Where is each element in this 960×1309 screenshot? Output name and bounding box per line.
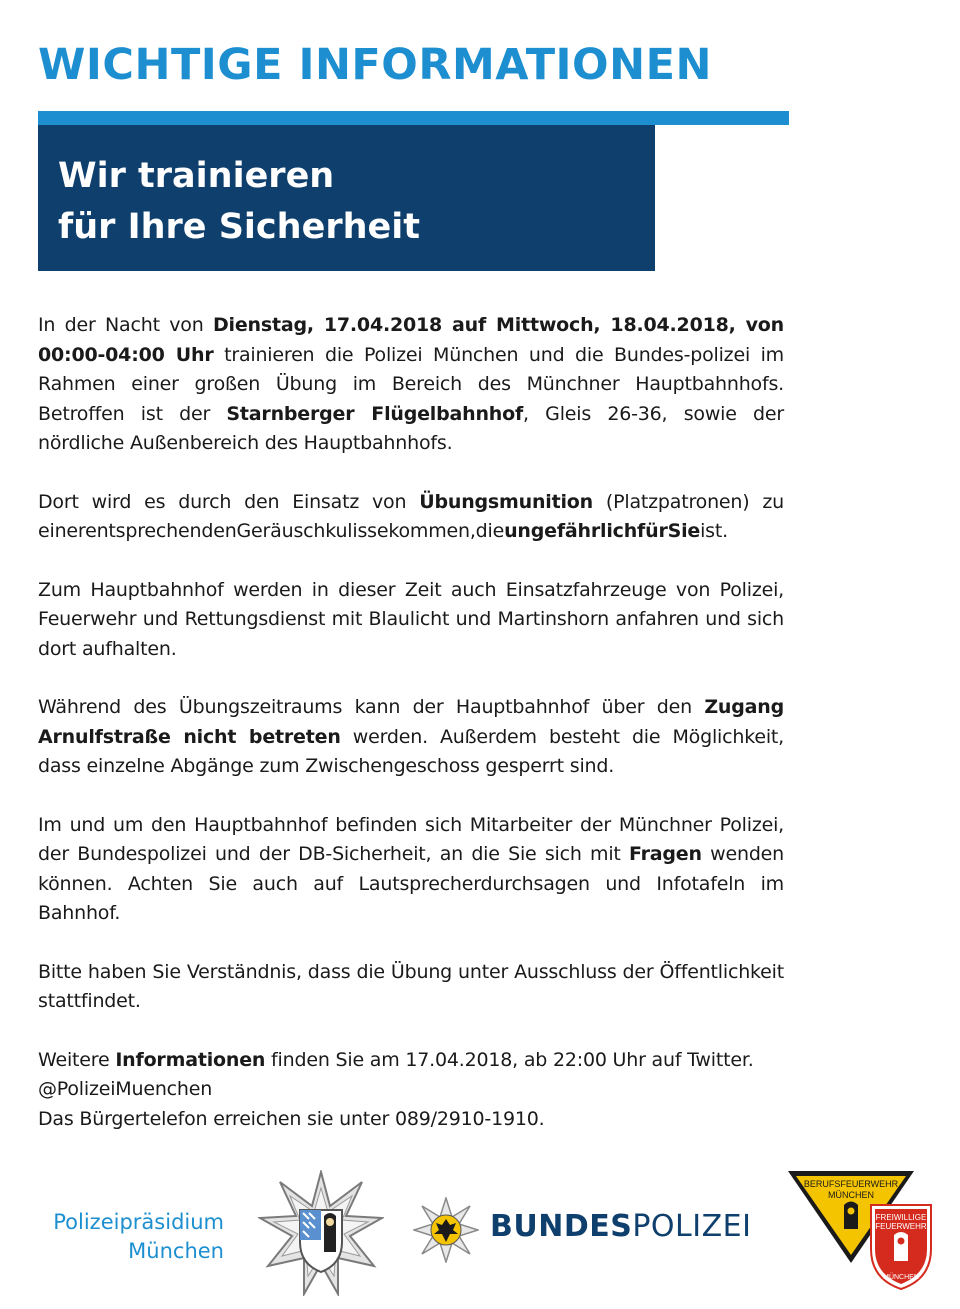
paragraph-6: Bitte haben Sie Verständnis, dass die Übung unter Ausschluss der Öffentlichkeit stattfindet.	[38, 960, 784, 1012]
paragraph-2: Dort wird es durch den Einsatz von Übungsmunition (Platzpatronen) zu einerentsprechendenGeräuschkulissekommen,dieungefährlichfürSieist.	[38, 490, 785, 542]
footer-logos	[0, 1165, 960, 1305]
body-text	[38, 311, 784, 1163]
phone-line: Das Bürgertelefon erreichen sie unter 089/2910-1910.	[38, 1107, 545, 1130]
headline-banner	[38, 125, 655, 271]
paragraph-4: Während des Übungszeitraums kann der Hauptbahnhof über den Zugang Arnulfstraße nicht betreten werden. Außerdem besteht die Möglichkeit, dass einzelne Abgänge zum Zwischengeschoss gesperrt sind.	[38, 696, 784, 777]
page-title: WICHTIGE INFORMATIONEN	[38, 40, 712, 90]
paragraph-5: Im und um den Hauptbahnhof befinden sich Mitarbeiter der Münchner Polizei, der Bundespolizei und der DB-Sicherheit, an die Sie sich mit Fragen wenden können. Achten Sie auch auf Lautsprecherdurchsagen und Infotafeln im Bahnhof.	[38, 813, 785, 924]
polizeipraesidium-name: Polizeipräsidium München	[53, 1210, 224, 1263]
svg-text:BERUFSFEUERWEHR: BERUFSFEUERWEHR	[803, 1179, 899, 1189]
svg-text:MÜNCHEN: MÜNCHEN	[828, 1190, 874, 1200]
federal-eagle-icon	[413, 1197, 479, 1263]
accent-bar	[38, 111, 789, 125]
banner-line-2: für Ihre Sicherheit	[58, 207, 420, 247]
bundespolizei-wordmark: BUNDESPOLIZEI	[490, 1209, 752, 1244]
paragraph-7	[38, 1046, 784, 1135]
police-star-logo	[258, 1170, 384, 1296]
berufsfeuerwehr-logo	[786, 1165, 938, 1293]
svg-text:FREIWILLIGE: FREIWILLIGE	[875, 1213, 927, 1222]
twitter-handle: @PolizeiMuenchen	[38, 1078, 213, 1100]
feuerwehr-logos	[786, 1165, 938, 1293]
paragraph-3: Zum Hauptbahnhof werden in dieser Zeit auch Einsatzfahrzeuge von Polizei, Feuerwehr und Rettungsdienst mit Blaulicht und Martinshorn anfahren und sich dort aufhalten.	[38, 578, 784, 660]
info-line: Weitere Informationen finden Sie am 17.04.2018, ab 22:00 Uhr auf Twitter.	[38, 1048, 754, 1071]
svg-text:FEUERWEHR: FEUERWEHR	[875, 1222, 927, 1231]
svg-text:MÜNCHEN: MÜNCHEN	[883, 1274, 919, 1281]
banner-line-1: Wir trainieren	[58, 156, 335, 196]
paragraph-1: In der Nacht von Dienstag, 17.04.2018 auf Mittwoch, 18.04.2018, von 00:00-04:00 Uhr trainieren die Polizei München und die Bundes-polizei im Rahmen einer großen Übung im Bereich des Münchner Hauptbahnhofs. Betroffen ist der Starnberger Flügelbahnhof, Gleis 26-36, sowie der nördliche Außenbereich des Hauptbahnhofs.	[38, 314, 784, 454]
